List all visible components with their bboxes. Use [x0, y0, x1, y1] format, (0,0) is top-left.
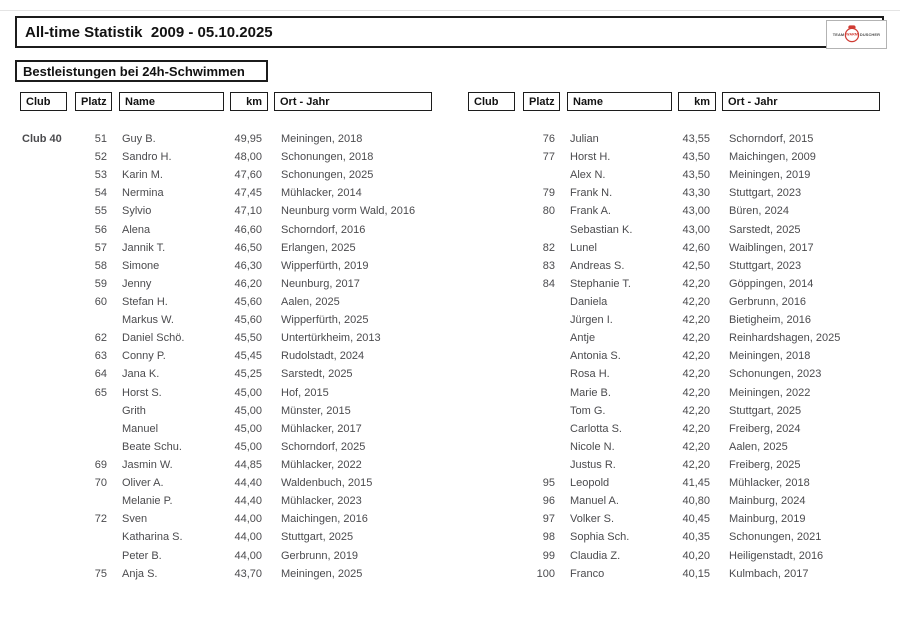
table-row	[468, 547, 880, 565]
cell-km: 45,00	[234, 404, 262, 417]
cell-km: 45,50	[234, 332, 262, 345]
logo-text-team: TEAM	[832, 32, 845, 37]
table-row	[20, 565, 432, 583]
cell-km: 44,00	[234, 513, 262, 526]
cell-ort-jahr: Münster, 2015	[281, 404, 351, 417]
table-row	[468, 148, 880, 166]
cell-platz: 77	[542, 151, 555, 164]
table-row	[468, 184, 880, 202]
cell-km: 40,15	[682, 567, 710, 580]
cell-km: 45,00	[234, 422, 262, 435]
cell-km: 47,10	[234, 205, 262, 218]
cell-ort-jahr: Aalen, 2025	[729, 440, 788, 453]
table-row	[468, 565, 880, 583]
cell-name: Grith	[122, 404, 146, 417]
cell-name: Daniela	[570, 295, 608, 308]
cell-ort-jahr: Wipperfürth, 2019	[281, 259, 369, 272]
table-row	[468, 130, 880, 148]
cell-ort-jahr: Schorndorf, 2016	[281, 223, 366, 236]
col-header-ort: Ort - Jahr	[722, 92, 880, 111]
table-row	[20, 293, 432, 311]
table-row	[20, 384, 432, 402]
cell-km: 42,20	[682, 295, 710, 308]
table-row	[20, 166, 432, 184]
cell-ort-jahr: Rudolstadt, 2024	[281, 350, 365, 363]
cell-platz: 60	[94, 295, 107, 308]
cell-ort-jahr: Kulmbach, 2017	[729, 567, 809, 580]
cell-km: 40,45	[682, 513, 710, 526]
cell-km: 43,70	[234, 567, 262, 580]
cell-km: 43,55	[682, 133, 710, 145]
cell-km: 42,20	[682, 440, 710, 453]
cell-ort-jahr: Waiblingen, 2017	[729, 241, 814, 254]
cell-ort-jahr: Maichingen, 2016	[281, 513, 368, 526]
col-header-platz: Platz	[523, 92, 560, 111]
table-row	[20, 492, 432, 510]
cell-platz: 96	[542, 495, 555, 508]
cell-name: Stefan H.	[122, 295, 168, 308]
logo-text-warm: WARM	[846, 32, 859, 37]
table-row	[468, 202, 880, 220]
cell-km: 42,50	[682, 259, 710, 272]
cell-name: Frank A.	[570, 205, 611, 218]
table-row	[20, 547, 432, 565]
cell-km: 42,20	[682, 332, 710, 345]
cell-name: Simone	[122, 259, 160, 272]
cell-platz: 58	[94, 259, 107, 272]
cell-km: 43,00	[682, 223, 710, 236]
cell-name: Franco	[570, 567, 605, 580]
cell-ort-jahr: Meiningen, 2018	[281, 133, 363, 145]
cell-km: 45,00	[234, 440, 262, 453]
cell-km: 42,20	[682, 350, 710, 363]
cell-name: Stephanie T.	[570, 277, 631, 290]
subtitle: Bestleistungen bei 24h-Schwimmen	[15, 60, 268, 82]
cell-name: Leopold	[570, 477, 610, 490]
cell-platz: 100	[536, 567, 555, 580]
cell-ort-jahr: Mainburg, 2019	[729, 513, 806, 526]
cell-name: Jenny	[122, 277, 152, 290]
cell-ort-jahr: Mühlacker, 2022	[281, 458, 362, 471]
table-row	[468, 492, 880, 510]
cell-km: 43,50	[682, 169, 710, 182]
cell-ort-jahr: Untertürkheim, 2013	[281, 332, 381, 345]
cell-name: Nicole N.	[570, 440, 615, 453]
cell-name: Guy B.	[122, 133, 156, 145]
cell-km: 44,40	[234, 495, 262, 508]
cell-name: Alena	[122, 223, 151, 236]
cell-km: 42,20	[682, 314, 710, 327]
cell-km: 47,60	[234, 169, 262, 182]
table-row	[20, 221, 432, 239]
col-header-name: Name	[119, 92, 224, 111]
cell-ort-jahr: Stuttgart, 2025	[729, 404, 802, 417]
cell-platz: 80	[542, 205, 555, 218]
cell-ort-jahr: Freiberg, 2024	[729, 422, 801, 435]
table-row	[468, 166, 880, 184]
cell-platz: 57	[94, 241, 107, 254]
cell-ort-jahr: Stuttgart, 2025	[281, 531, 354, 544]
table-row	[20, 202, 432, 220]
cell-ort-jahr: Büren, 2024	[729, 205, 789, 218]
cell-ort-jahr: Freiberg, 2025	[729, 458, 801, 471]
cell-name: Jana K.	[122, 368, 160, 381]
cell-name: Rosa H.	[570, 368, 610, 381]
cell-platz: 83	[542, 259, 555, 272]
cell-name: Jasmin W.	[122, 458, 173, 471]
cell-ort-jahr: Reinhardshagen, 2025	[729, 332, 841, 345]
cell-name: Marie B.	[570, 386, 611, 399]
table-left	[20, 92, 432, 587]
cell-km: 46,50	[234, 241, 262, 254]
table-row	[20, 528, 432, 546]
cell-platz: 52	[94, 151, 107, 164]
cell-km: 45,60	[234, 295, 262, 308]
cell-ort-jahr: Maichingen, 2009	[729, 151, 816, 164]
table-row	[468, 456, 880, 474]
table-row	[468, 329, 880, 347]
cell-km: 43,50	[682, 151, 710, 164]
cell-ort-jahr: Meiningen, 2018	[729, 350, 811, 363]
cell-ort-jahr: Schonungen, 2023	[729, 368, 822, 381]
cell-name: Jürgen I.	[570, 314, 613, 327]
cell-name: Sylvio	[122, 205, 152, 218]
cell-name: Oliver A.	[122, 477, 164, 490]
cell-km: 47,45	[234, 187, 262, 200]
cell-km: 42,20	[682, 277, 710, 290]
cell-ort-jahr: Schonungen, 2018	[281, 151, 374, 164]
cell-km: 45,00	[234, 386, 262, 399]
table-row	[20, 257, 432, 275]
cell-name: Conny P.	[122, 350, 166, 363]
table-row	[20, 365, 432, 383]
cell-ort-jahr: Neunburg, 2017	[281, 277, 360, 290]
cell-ort-jahr: Meiningen, 2025	[281, 567, 363, 580]
cell-ort-jahr: Meiningen, 2022	[729, 386, 811, 399]
cell-name: Volker S.	[570, 513, 615, 526]
col-header-club: Club	[20, 92, 67, 111]
cell-km: 48,00	[234, 151, 262, 164]
cell-platz: 99	[542, 549, 555, 562]
cell-name: Horst H.	[570, 151, 611, 164]
cell-name: Melanie P.	[122, 495, 173, 508]
cell-ort-jahr: Mühlacker, 2017	[281, 422, 362, 435]
cell-platz: 64	[94, 368, 107, 381]
table-row	[20, 239, 432, 257]
table-row	[20, 148, 432, 166]
cell-platz: 51	[94, 133, 107, 145]
table-row	[20, 402, 432, 420]
table-row	[468, 257, 880, 275]
logo-warm-circle-icon	[845, 27, 859, 41]
cell-name: Julian	[570, 133, 599, 145]
table-row	[468, 438, 880, 456]
table-row	[468, 347, 880, 365]
cell-ort-jahr: Mühlacker, 2018	[729, 477, 810, 490]
logo-text	[833, 27, 880, 41]
cell-km: 40,35	[682, 531, 710, 544]
col-header-name: Name	[567, 92, 672, 111]
cell-ort-jahr: Mainburg, 2024	[729, 495, 806, 508]
title-bar	[15, 16, 884, 48]
cell-km: 42,20	[682, 458, 710, 471]
table-row	[468, 510, 880, 528]
cell-platz: 97	[542, 513, 555, 526]
table-row	[468, 384, 880, 402]
cell-name: Justus R.	[570, 458, 616, 471]
cell-name: Antje	[570, 332, 596, 345]
cell-name: Antonia S.	[570, 350, 621, 363]
cell-platz: 70	[94, 477, 107, 490]
table-row	[20, 275, 432, 293]
table-row	[468, 528, 880, 546]
cell-ort-jahr: Aalen, 2025	[281, 295, 340, 308]
table-row	[20, 184, 432, 202]
cell-km: 42,20	[682, 404, 710, 417]
cell-name: Alex N.	[570, 169, 606, 182]
table-body-right	[468, 130, 880, 583]
cell-name: Claudia Z.	[570, 549, 621, 562]
cell-name: Manuel A.	[570, 495, 619, 508]
table-row	[20, 474, 432, 492]
cell-km: 45,60	[234, 314, 262, 327]
table-row	[20, 456, 432, 474]
cell-name: Carlotta S.	[570, 422, 622, 435]
cell-km: 45,25	[234, 368, 262, 381]
cell-club-label: Club 40	[22, 133, 62, 145]
cell-name: Horst S.	[122, 386, 162, 399]
table-row	[20, 329, 432, 347]
cell-ort-jahr: Mühlacker, 2023	[281, 495, 362, 508]
table-row	[20, 438, 432, 456]
col-header-km: km	[230, 92, 268, 111]
cell-name: Lunel	[570, 241, 597, 254]
cell-name: Andreas S.	[570, 259, 625, 272]
cell-km: 42,20	[682, 422, 710, 435]
cell-ort-jahr: Schonungen, 2021	[729, 531, 822, 544]
team-warmduscher-logo	[826, 20, 887, 49]
cell-platz: 56	[94, 223, 107, 236]
col-header-platz: Platz	[75, 92, 112, 111]
table-row	[20, 347, 432, 365]
cell-km: 43,00	[682, 205, 710, 218]
cell-ort-jahr: Stuttgart, 2023	[729, 259, 802, 272]
cell-km: 44,00	[234, 549, 262, 562]
cell-name: Katharina S.	[122, 531, 183, 544]
cell-name: Jannik T.	[122, 241, 166, 254]
cell-platz: 82	[542, 241, 555, 254]
table-row	[468, 275, 880, 293]
cell-ort-jahr: Heiligenstadt, 2016	[729, 549, 824, 562]
table-body-left	[20, 130, 432, 583]
cell-ort-jahr: Sarstedt, 2025	[281, 368, 353, 381]
col-header-km: km	[678, 92, 716, 111]
cell-platz: 95	[542, 477, 555, 490]
page-title: All-time Statistik 2009 - 05.10.2025	[25, 23, 273, 41]
table-row	[20, 420, 432, 438]
cell-km: 40,80	[682, 495, 710, 508]
logo-text-duscher: DUSCHER	[860, 32, 881, 37]
cell-name: Sebastian K.	[570, 223, 633, 236]
cell-ort-jahr: Schorndorf, 2025	[281, 440, 366, 453]
cell-name: Karin M.	[122, 169, 163, 182]
cell-ort-jahr: Gerbrunn, 2016	[729, 295, 807, 308]
cell-km: 41,45	[682, 477, 710, 490]
cell-name: Beate Schu.	[122, 440, 182, 453]
col-header-ort: Ort - Jahr	[274, 92, 432, 111]
table-row	[468, 420, 880, 438]
cell-km: 45,45	[234, 350, 262, 363]
cell-ort-jahr: Bietigheim, 2016	[729, 314, 811, 327]
cell-ort-jahr: Göppingen, 2014	[729, 277, 814, 290]
table-row	[20, 510, 432, 528]
cell-ort-jahr: Waldenbuch, 2015	[281, 477, 373, 490]
cell-name: Nermina	[122, 187, 164, 200]
cell-platz: 98	[542, 531, 555, 544]
table-right	[468, 92, 880, 587]
cell-platz: 65	[94, 386, 107, 399]
cell-name: Daniel Schö.	[122, 332, 185, 345]
table-row	[20, 311, 432, 329]
cell-platz: 59	[94, 277, 107, 290]
cell-platz: 53	[94, 169, 107, 182]
col-header-club: Club	[468, 92, 515, 111]
cell-ort-jahr: Erlangen, 2025	[281, 241, 356, 254]
cell-platz: 55	[94, 205, 107, 218]
cell-platz: 63	[94, 350, 107, 363]
cell-platz: 75	[94, 567, 107, 580]
cell-km: 44,40	[234, 477, 262, 490]
cell-ort-jahr: Meiningen, 2019	[729, 169, 811, 182]
cell-ort-jahr: Hof, 2015	[281, 386, 329, 399]
cell-km: 43,30	[682, 187, 710, 200]
cell-name: Peter B.	[122, 549, 162, 562]
cell-platz: 69	[94, 458, 107, 471]
top-divider	[0, 10, 900, 11]
table-row	[468, 239, 880, 257]
cell-name: Frank N.	[570, 187, 613, 200]
cell-name: Manuel	[122, 422, 159, 435]
cell-km: 49,95	[234, 133, 262, 145]
cell-platz: 84	[542, 277, 555, 290]
table-row	[468, 293, 880, 311]
cell-km: 46,30	[234, 259, 262, 272]
cell-name: Sven	[122, 513, 148, 526]
cell-ort-jahr: Wipperfürth, 2025	[281, 314, 369, 327]
cell-platz: 72	[94, 513, 107, 526]
cell-platz: 54	[94, 187, 107, 200]
cell-km: 42,20	[682, 386, 710, 399]
cell-ort-jahr: Schonungen, 2025	[281, 169, 374, 182]
cell-name: Tom G.	[570, 404, 606, 417]
table-row	[468, 474, 880, 492]
cell-name: Sophia Sch.	[570, 531, 630, 544]
cell-ort-jahr: Gerbrunn, 2019	[281, 549, 359, 562]
cell-name: Markus W.	[122, 314, 174, 327]
table-row	[468, 402, 880, 420]
cell-name: Anja S.	[122, 567, 158, 580]
cell-km: 46,60	[234, 223, 262, 236]
cell-platz: 62	[94, 332, 107, 345]
cell-km: 44,00	[234, 531, 262, 544]
cell-platz: 76	[542, 133, 555, 145]
cell-ort-jahr: Stuttgart, 2023	[729, 187, 802, 200]
table-row	[20, 130, 432, 148]
cell-km: 46,20	[234, 277, 262, 290]
cell-km: 42,20	[682, 368, 710, 381]
cell-name: Sandro H.	[122, 151, 172, 164]
cell-ort-jahr: Schorndorf, 2015	[729, 133, 814, 145]
cell-ort-jahr: Sarstedt, 2025	[729, 223, 801, 236]
cell-ort-jahr: Neunburg vorm Wald, 2016	[281, 205, 416, 218]
cell-ort-jahr: Mühlacker, 2014	[281, 187, 362, 200]
cell-km: 40,20	[682, 549, 710, 562]
table-row	[468, 311, 880, 329]
cell-km: 44,85	[234, 458, 262, 471]
cell-platz: 79	[542, 187, 555, 200]
table-row	[468, 221, 880, 239]
table-row	[468, 365, 880, 383]
cell-km: 42,60	[682, 241, 710, 254]
